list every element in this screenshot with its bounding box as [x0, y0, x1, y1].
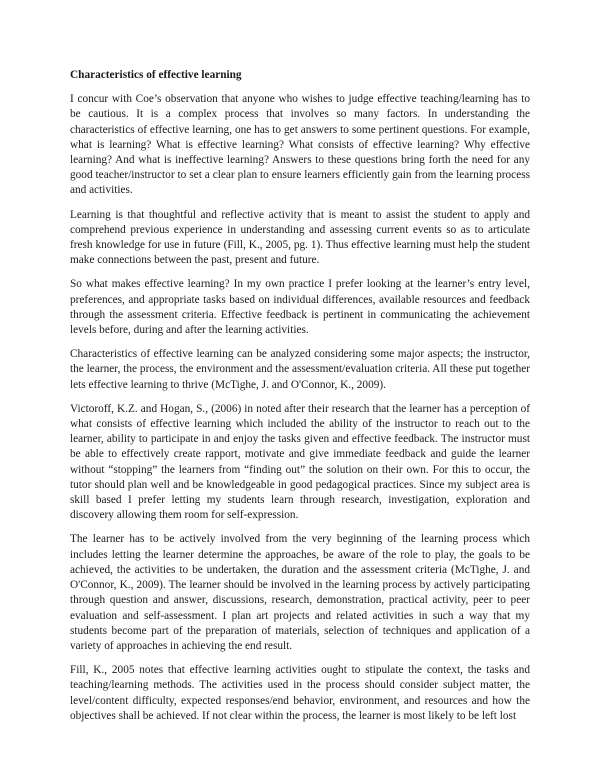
paragraph-1: I concur with Coe’s observation that anyone who wishes to judge effective teaching/learning has to be cautious. It is a complex process that involves so many factors. In understanding the characteristics of effective learning, one has to get answers to some pertinent questions. For example, what is learning? What is effective learning? What consists of effective learning? Why effective learning? And what is ineffective learning? Answers to these questions bring forth the need for any good teacher/instructor to set a clear plan to ensure learners efficiently gain from the learning process and activities.	[70, 93, 530, 197]
paragraph-3: So what makes effective learning? In my own practice I prefer looking at the learner’s entry level, preferences, and appropriate tasks based on individual differences, available resources and feedback through the assessment criteria. Effective feedback is pertinent in communicating the achievement levels before, during and after the learning activities.	[70, 278, 530, 337]
paragraph-5: Victoroff, K.Z. and Hogan, S., (2006) in noted after their research that the learner has a perception of what consists of effective learning which included the ability of the instructor to reach out to the learner, ability to participate in and enjoy the tasks given and effective feedback. The instructor must be able to effectively create rapport, motivate and give immediate feedback and guide the learner without “stopping” the learners from “finding out” the solution on their own. For this to occur, the tutor should plan well and be knowledgeable in good pedagogical practices. Since my subject area is skill based I prefer letting my students learn through research, investigation, exploration and discovery allowing them room for self-expression.	[70, 402, 530, 522]
section-heading: Characteristics of effective learning	[70, 69, 242, 81]
document-body	[70, 68, 530, 733]
paragraph-6: The learner has to be actively involved from the very beginning of the learning process which includes letting the learner determine the approaches, be aware of the role to play, the goals to be achieved, the activities to be undertaken, the duration and the assessment criteria (McTighe, J. and O'Connor, K., 2009). The learner should be involved in the learning process by actively participating through question and answer, discussions, research, demonstration, practical activity, peer to peer evaluation and self-assessment. I plan art projects and related activities in such a way that my students become part of the preparation of materials, selection of techniques and application of a variety of approaches in achieving the end result.	[70, 533, 530, 652]
paragraph-4: Characteristics of effective learning can be analyzed considering some major aspects; the instructor, the learner, the process, the environment and the assessment/evaluation criteria. All these put together lets effective learning to thrive (McTighe, J. and O'Connor, K., 2009).	[70, 348, 530, 391]
paragraph-2: Learning is that thoughtful and reflective activity that is meant to assist the student to apply and comprehend previous experience in understanding and assessing current events so as to articulate fresh knowledge for use in future (Fill, K., 2005, pg. 1). Thus effective learning must help the student make connections between the past, present and future.	[70, 208, 530, 267]
paragraph-7: Fill, K., 2005 notes that effective learning activities ought to stipulate the context, the tasks and teaching/learning methods. The activities used in the process should consider subject matter, the level/content difficulty, expected responses/end behavior, environment, and resources and how the objectives shall be achieved. If not clear within the process, the learner is most likely to be left lost	[70, 664, 530, 722]
